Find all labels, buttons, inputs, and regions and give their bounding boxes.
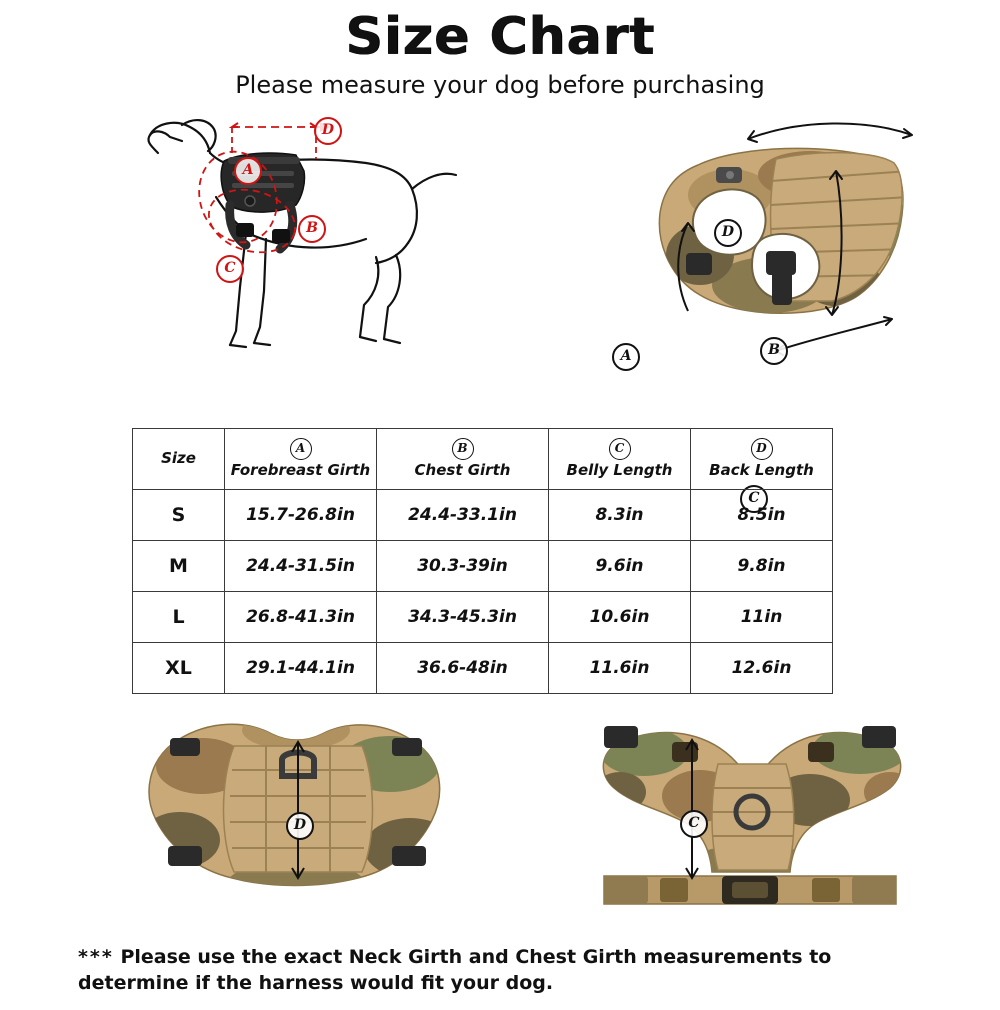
cell-forebreast: 26.8-41.3in [225, 592, 377, 643]
table-row [133, 490, 833, 541]
dog-diagram [120, 105, 520, 385]
callout-a-harness: A [612, 343, 640, 371]
table-row [133, 541, 833, 592]
header-belly-length [549, 429, 691, 490]
table-row [133, 592, 833, 643]
callout-b-dog: B [298, 215, 326, 243]
cell-belly: 9.6in [549, 541, 691, 592]
callout-d-harness: D [714, 219, 742, 247]
header-chest-girth-label: Chest Girth [414, 461, 511, 480]
footnote-stars: *** [78, 946, 114, 968]
size-table [132, 428, 833, 694]
header-forebreast-girth-label: Forebreast Girth [230, 461, 371, 480]
cell-size: S [133, 490, 225, 541]
header-size [133, 429, 225, 490]
callout-b-harness: B [760, 337, 788, 365]
footnote-text: Please use the exact Neck Girth and Chest Girth measurements to determine if the harness would fit your dog. [78, 946, 832, 994]
cell-forebreast: 29.1-44.1in [225, 643, 377, 694]
callout-d-top-view: D [286, 812, 314, 840]
header-chest-girth [377, 429, 549, 490]
cell-size: XL [133, 643, 225, 694]
dog-line-drawing [120, 105, 520, 385]
header-badge-d: D [751, 438, 773, 460]
cell-back: 8.5in [691, 490, 833, 541]
harness-top-view-drawing [110, 700, 470, 925]
cell-belly: 11.6in [549, 643, 691, 694]
cell-chest: 30.3-39in [377, 541, 549, 592]
cell-chest: 24.4-33.1in [377, 490, 549, 541]
bottom-illustrations [0, 700, 1000, 925]
callout-c-dog: C [216, 255, 244, 283]
cell-chest: 36.6-48in [377, 643, 549, 694]
cell-size: L [133, 592, 225, 643]
cell-size: M [133, 541, 225, 592]
cell-chest: 34.3-45.3in [377, 592, 549, 643]
cell-belly: 10.6in [549, 592, 691, 643]
page-title: Size Chart [345, 7, 655, 67]
harness-front-view [560, 700, 940, 925]
harness-front-view-drawing [560, 700, 940, 925]
callout-d-dog: D [314, 117, 342, 145]
harness-top-view [110, 700, 470, 925]
header-badge-b: B [452, 438, 474, 460]
callout-c-front-view: C [680, 810, 708, 838]
table-header-row [133, 429, 833, 490]
callout-c-harness: C [740, 485, 768, 513]
footnote [78, 945, 938, 996]
header-forebreast-girth [225, 429, 377, 490]
cell-belly: 8.3in [549, 490, 691, 541]
header-belly-length-label: Belly Length [566, 461, 673, 480]
header-back-length-label: Back Length [709, 461, 814, 480]
cell-forebreast: 24.4-31.5in [225, 541, 377, 592]
header-size-label: Size [161, 449, 196, 468]
size-table-wrapper [132, 428, 832, 694]
header-badge-c: C [609, 438, 631, 460]
header-back-length [691, 429, 833, 490]
cell-back: 11in [691, 592, 833, 643]
cell-back: 9.8in [691, 541, 833, 592]
page-subtitle: Please measure your dog before purchasing [235, 70, 765, 99]
cell-back: 12.6in [691, 643, 833, 694]
header-badge-a: A [290, 438, 312, 460]
table-row [133, 643, 833, 694]
callout-a-dog: A [234, 157, 262, 185]
cell-forebreast: 15.7-26.8in [225, 490, 377, 541]
